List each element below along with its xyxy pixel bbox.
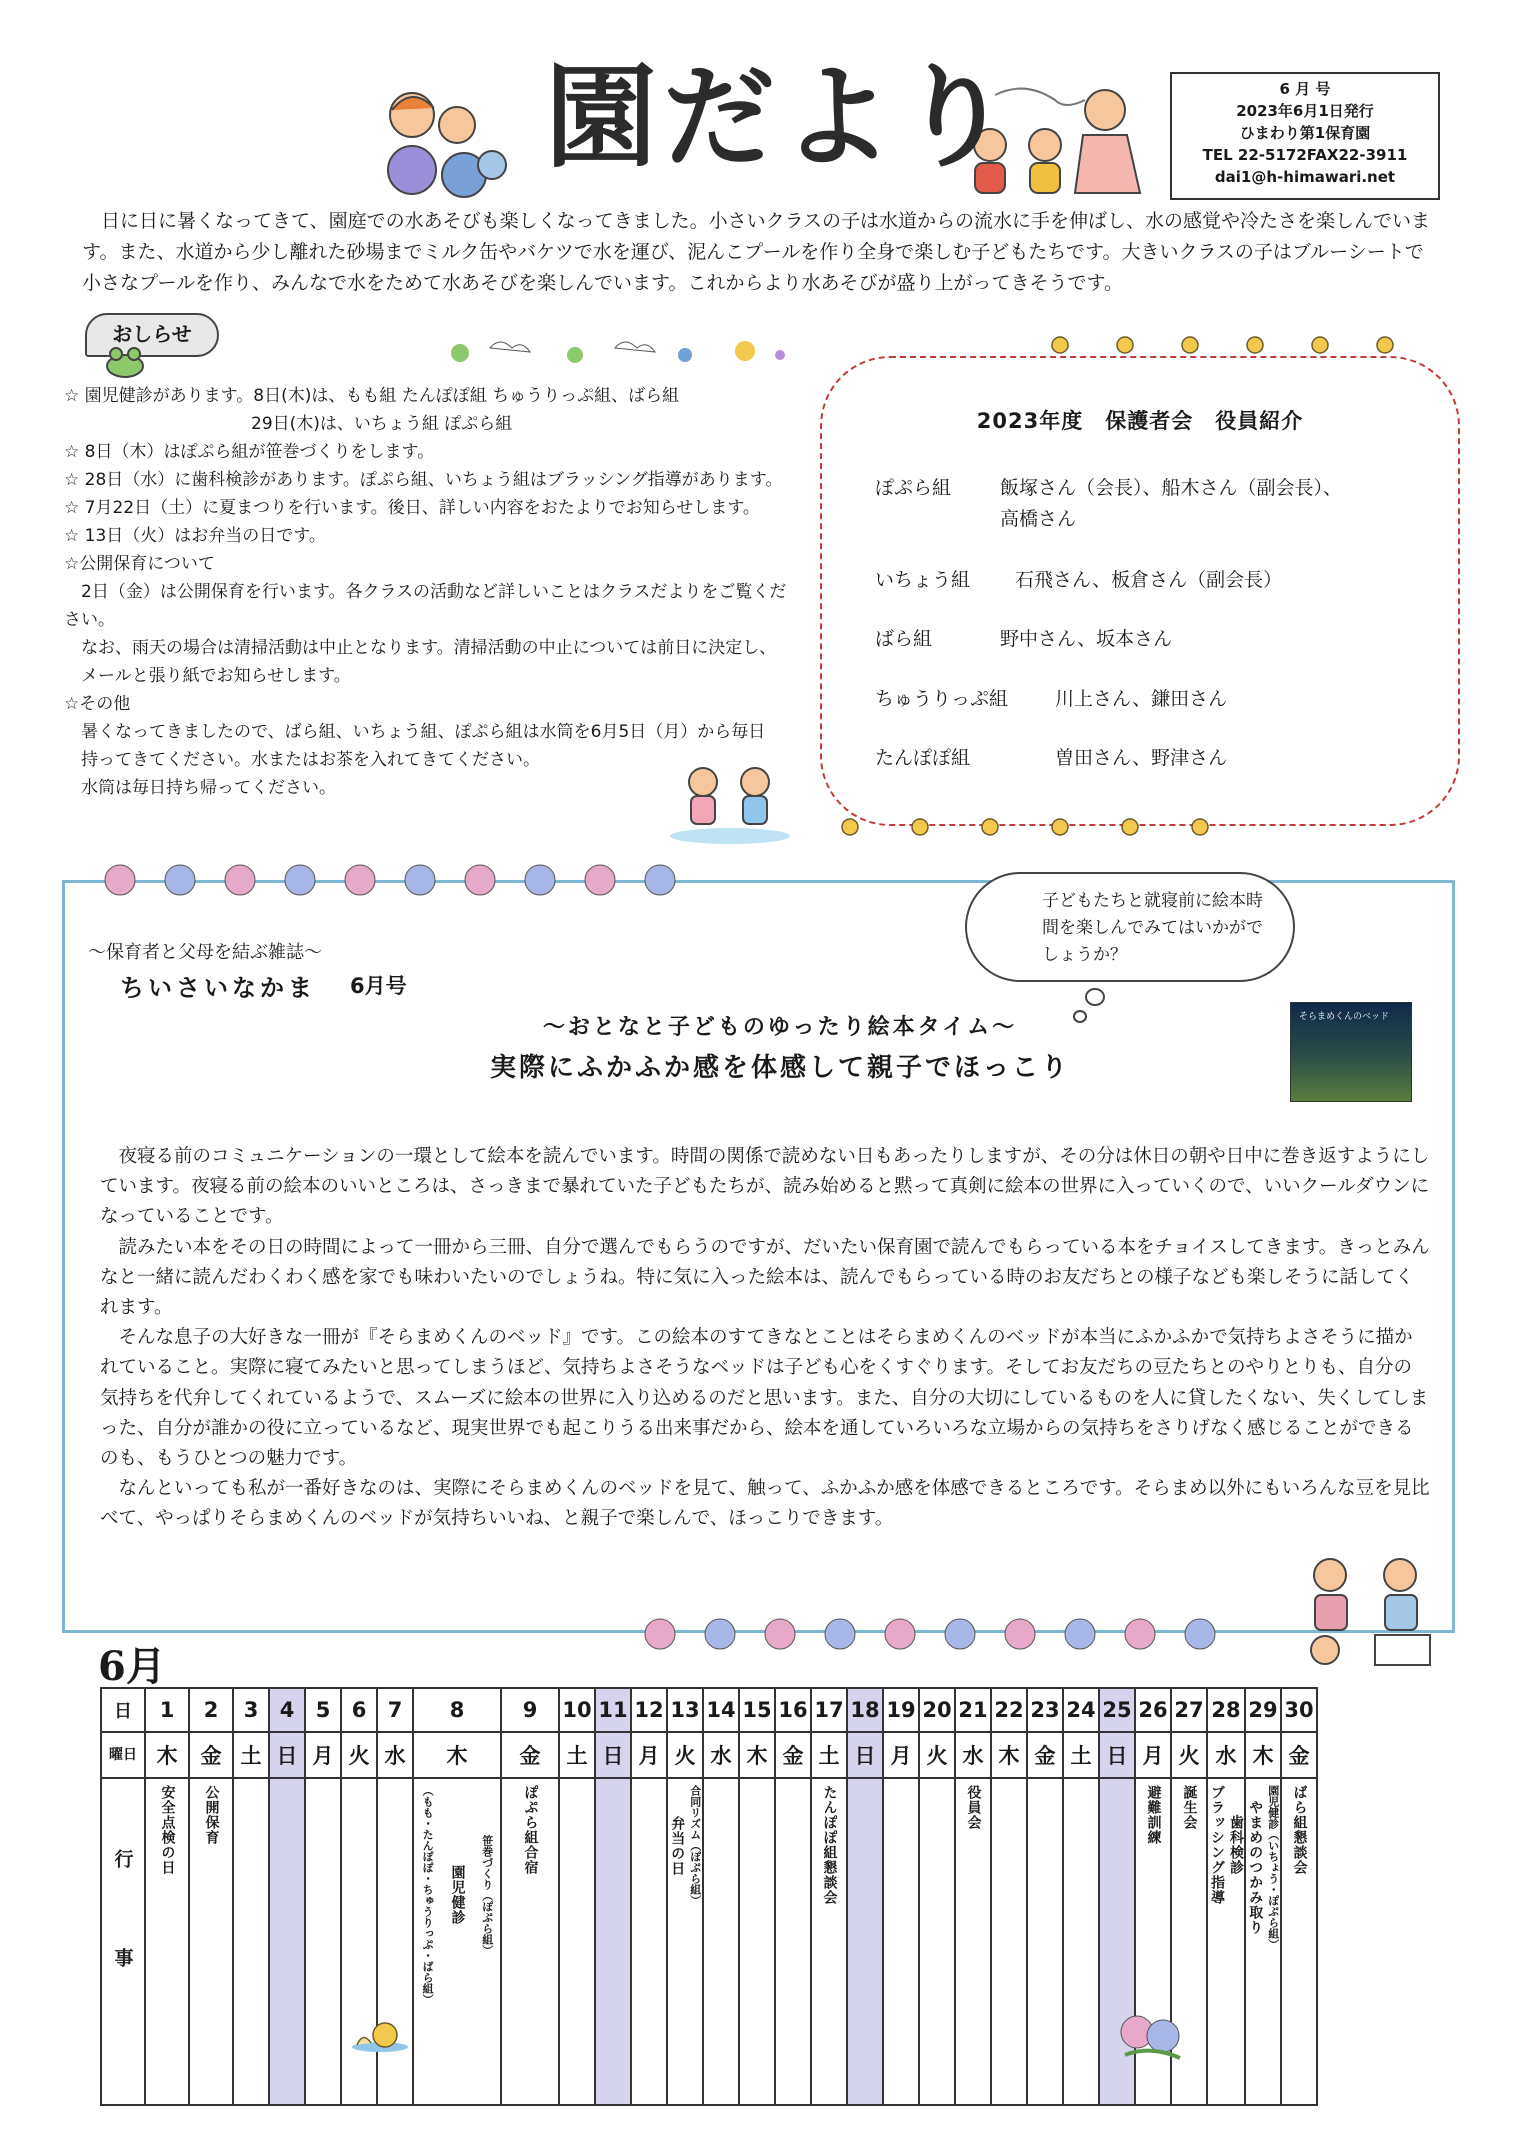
children-reading-illustration (1280, 1545, 1450, 1675)
calendar-weekday-cell: 月 (883, 1732, 919, 1778)
magazine-subtitle: ～保育者と父母を結ぶ雑誌～ (88, 942, 322, 963)
calendar-weekday-cell: 金 (775, 1732, 811, 1778)
calendar-date-cell: 24 (1063, 1688, 1099, 1732)
calendar-weekday-cell: 日 (847, 1732, 883, 1778)
calendar-date-cell: 4 (269, 1688, 305, 1732)
hydrangea-border-top (90, 858, 690, 902)
calendar-date-cell: 10 (559, 1688, 595, 1732)
calendar-weekday-cell: 土 (233, 1732, 269, 1778)
calendar-weekday-cell: 月 (305, 1732, 341, 1778)
officer-row-tanpopo (875, 743, 1227, 774)
children-hydrangea-illustration (372, 80, 522, 200)
calendar-weekday-cell: 月 (1135, 1732, 1171, 1778)
calendar-event-text: ブラッシング指導 (1209, 1785, 1225, 1905)
article-body (100, 1142, 1430, 1535)
officer-names: 飯塚さん（会長）、船木さん（副会長）、 (1000, 477, 1343, 499)
snail-border-bottom (820, 812, 1280, 842)
issue-number: 6 月 号 (1279, 80, 1331, 98)
calendar-weekday-cell: 土 (559, 1732, 595, 1778)
calendar-date-cell: 23 (1027, 1688, 1063, 1732)
frog-icon (100, 340, 150, 380)
calendar-date-cell: 18 (847, 1688, 883, 1732)
calendar-event-text: 園児健診（いちょう・ぽぷら組） (1266, 1785, 1280, 1950)
calendar-weekday-cell: 月 (631, 1732, 667, 1778)
officer-row-popura-cont: 高橋さん (1000, 508, 1077, 530)
article-paragraph: なんといっても私が一番好きなのは、実際にそらまめくんのベッドを見て、触って、ふかふか感を体感できるところです。そらまめ以外にもいろんな豆を見比べて、やっぱりそらまめくんのベッドが気持ちいいね、と親子で楽しんで、ほっこりできます。 (100, 1478, 1430, 1530)
calendar-event-text: 弁当の日 (669, 1815, 686, 1876)
bubble-dot (1085, 988, 1105, 1006)
calendar-weekday-cell: 日 (269, 1732, 305, 1778)
calendar-weekday-cell: 木 (413, 1732, 501, 1778)
calendar-weekday-cell: 火 (341, 1732, 377, 1778)
officer-names: 石飛さん、板倉さん（副会長） (1015, 569, 1283, 591)
calendar-event-text: 歯科検診 (1228, 1815, 1244, 1875)
issue-date: 2023年6月1日発行 (1236, 102, 1374, 120)
calendar-weekday-cell: 土 (811, 1732, 847, 1778)
calendar-event-cell (1063, 1778, 1099, 2105)
calendar-weekday-cell: 水 (703, 1732, 739, 1778)
notice-line: ☆その他 (64, 694, 131, 714)
calendar-event-cell (667, 1778, 703, 2105)
calendar-event-cell (189, 1778, 233, 2105)
calendar-event-cell (413, 1778, 501, 2105)
calendar-weekday-row (101, 1732, 1317, 1778)
weekday-label: 曜日 (101, 1732, 145, 1778)
calendar-event-cell (1281, 1778, 1317, 2105)
calendar-weekday-cell: 木 (1245, 1732, 1281, 1778)
intro-text: 日に日に暑くなってきて、園庭での水あそびも楽しくなってきました。小さいクラスの子は水道からの流水に手を伸ばし、水の感覚や冷たさを楽しんでいます。また、水道から少し離れた砂場までミルク缶やバケツで水を運び、泥んこプールを作り全身で楽しむ子どもたちです。大きいクラスの子はブルーシートで小さなプールを作り、みんなで水をためて水あそびを楽しんでいます。これからより水あそびが盛り上がってきそうです。 (82, 210, 1431, 294)
calendar-event-text: やまめのつかみ取り (1247, 1800, 1264, 1935)
article-paragraph: 夜寝る前のコミュニケーションの一環として絵本を読んでいます。時間の関係で読めない日もあったりしますが、その分は休日の朝や日中に巻き返すようにしています。夜寝る前の絵本のいいところは、さっきまで暴れていた子どもたちが、読み始めると黙って真剣に絵本の世界に入っていくので、いいクールダウンになっていることです。 (100, 1146, 1430, 1228)
calendar-date-cell: 30 (1281, 1688, 1317, 1732)
calendar-date-cell: 22 (991, 1688, 1027, 1732)
calendar-event-cell (269, 1778, 305, 2105)
officer-title: 2023年度 保護者会 役員紹介 (976, 409, 1304, 433)
notice-list (64, 382, 824, 802)
calendar-date-cell: 9 (501, 1688, 559, 1732)
calendar-weekday-cell: 日 (1099, 1732, 1135, 1778)
calendar-date-cell: 8 (413, 1688, 501, 1732)
magazine-issue: 6月号 (350, 974, 407, 998)
calendar-event-text: ばら組懇談会 (1291, 1785, 1308, 1875)
calendar-event-text: ぽぷら組合宿 (522, 1785, 539, 1875)
calendar-date-cell: 17 (811, 1688, 847, 1732)
calendar-event-cell (919, 1778, 955, 2105)
calendar-weekday-cell: 土 (1063, 1732, 1099, 1778)
article-headline: ～おとなと子どものゆったり絵本タイム～ (542, 1015, 1018, 1040)
officer-class: たんぽぽ組 (875, 747, 971, 769)
calendar-event-text: 誕生会 (1181, 1785, 1198, 1830)
calendar-event-cell (305, 1778, 341, 2105)
calendar-date-cell: 27 (1171, 1688, 1207, 1732)
calendar-event-text: 避難訓練 (1145, 1785, 1162, 1845)
notice-line: ☆公開保育について (64, 554, 215, 574)
kids-splashing-illustration (665, 760, 795, 845)
calendar-event-cell (341, 1778, 377, 2105)
calendar-event-cell (1245, 1778, 1281, 2105)
calendar-date-cell: 20 (919, 1688, 955, 1732)
events-label-cell (101, 1778, 145, 2105)
officer-row-bara (875, 624, 1172, 655)
calendar-event-cell (377, 1778, 413, 2105)
calendar-weekday-cell: 金 (1027, 1732, 1063, 1778)
officer-row-tulip (875, 684, 1227, 715)
calendar-event-cell (559, 1778, 595, 2105)
calendar-weekday-cell: 日 (595, 1732, 631, 1778)
officer-row-icho (875, 565, 1282, 596)
calendar-month: 6月 (98, 1643, 166, 1690)
notice-line: ☆ 8日（木）はぽぷら組が笹巻づくりをします。 (64, 442, 435, 462)
calendar-date-cell: 29 (1245, 1688, 1281, 1732)
book-cover-title: そらまめくんのベッド (1299, 1012, 1390, 1022)
calendar-weekday-cell: 金 (1281, 1732, 1317, 1778)
calendar-date-cell: 15 (739, 1688, 775, 1732)
calendar-event-cell (1027, 1778, 1063, 2105)
nursery-name: ひまわり第1保育園 (1239, 124, 1371, 142)
calendar-date-cell: 16 (775, 1688, 811, 1732)
notice-line: 2日（金）は公開保育を行います。各クラスの活動など詳しいことはクラスだよりをご覧くだ (64, 582, 787, 602)
calendar-weekday-cell: 木 (145, 1732, 189, 1778)
officer-names: 川上さん、鎌田さん (1055, 688, 1228, 710)
notice-line: 暑くなってきましたので、ばら組、いちょう組、ぽぷら組は水筒を6月5日（月）から毎日 (64, 722, 766, 742)
calendar-weekday-cell: 火 (919, 1732, 955, 1778)
calendar-event-text: 役員会 (965, 1785, 982, 1830)
notice-badge: おしらせ (85, 313, 219, 357)
article-subheadline: 実際にふかふか感を体感して親子でほっこり (489, 1053, 1070, 1083)
calendar-event-cell (883, 1778, 919, 2105)
events-label: 行事 (111, 1849, 134, 2047)
calendar-event-cell (703, 1778, 739, 2105)
calendar-weekday-cell: 火 (667, 1732, 703, 1778)
calendar-weekday-cell: 水 (1207, 1732, 1245, 1778)
officer-names: 野中さん、坂本さん (1000, 628, 1173, 650)
snail-decoration (345, 2015, 415, 2055)
calendar-weekday-cell: 火 (1171, 1732, 1207, 1778)
notice-line: なお、雨天の場合は清掃活動は中止となります。清掃活動の中止については前日に決定し、 (64, 638, 777, 658)
calendar-event-cell (811, 1778, 847, 2105)
calendar-date-cell: 7 (377, 1688, 413, 1732)
hydrangea-border-bottom (630, 1612, 1230, 1656)
calendar-event-text: 笹巻づくり（ぽぷら組） (480, 1834, 494, 1956)
officer-class: ぽぷら組 (875, 477, 952, 499)
email-address: dai1@h-himawari.net (1214, 168, 1396, 186)
thought-bubble: 子どもたちと就寝前に絵本時間を楽しんでみてはいかがでしょうか？ (965, 872, 1295, 982)
officer-class: ばら組 (875, 628, 933, 650)
notice-line: メールと張り紙でお知らせします。 (64, 666, 351, 686)
notice-line: ☆ 7月22日（土）に夏まつりを行います。後日、詳しい内容をおたよりでお知らせします。 (64, 498, 760, 518)
calendar-event-text: 園児健診 (449, 1865, 466, 1925)
calendar-date-cell: 12 (631, 1688, 667, 1732)
calendar-event-text: 合同リズム（ぽぷら組） (688, 1785, 702, 1906)
officer-row-popura (875, 473, 1342, 504)
calendar-date-cell: 11 (595, 1688, 631, 1732)
calendar-event-cell (739, 1778, 775, 2105)
notice-line: 持ってきてください。水またはお茶を入れてきてください。 (64, 750, 540, 770)
calendar-date-cell: 5 (305, 1688, 341, 1732)
calendar-event-text: 公開保育 (203, 1785, 220, 1845)
calendar-weekday-cell: 水 (377, 1732, 413, 1778)
page-title: 園だより (545, 52, 1017, 183)
date-label: 日 (101, 1688, 145, 1732)
officer-class: いちょう組 (875, 569, 971, 591)
calendar-date-cell: 1 (145, 1688, 189, 1732)
notice-line: ☆ 13日（火）はお弁当の日です。 (64, 526, 326, 546)
calendar-event-cell (501, 1778, 559, 2105)
calendar-date-cell: 2 (189, 1688, 233, 1732)
calendar-date-cell: 13 (667, 1688, 703, 1732)
calendar-date-cell: 19 (883, 1688, 919, 1732)
calendar-date-cell: 6 (341, 1688, 377, 1732)
calendar-weekday-cell: 木 (739, 1732, 775, 1778)
issue-info-box (1170, 72, 1440, 200)
calendar-date-cell: 28 (1207, 1688, 1245, 1732)
calendar-event-text: （もも・たんぽぽ・ちゅうりっぷ・ばら組） (421, 1785, 435, 2005)
calendar-weekday-cell: 金 (501, 1732, 559, 1778)
phone-fax: TEL 22-5172FAX22-3911 (1202, 146, 1408, 164)
calendar-weekday-cell: 木 (991, 1732, 1027, 1778)
calendar-event-text: たんぽぽ組懇談会 (821, 1785, 838, 1905)
calendar-event-cell (1207, 1778, 1245, 2105)
calendar-date-cell: 3 (233, 1688, 269, 1732)
calendar-weekday-cell: 水 (955, 1732, 991, 1778)
notice-line: ☆ 園児健診があります。8日(木)は、もも組 たんぽぽ組 ちゅうりっぷ組、ばら組 (64, 386, 680, 406)
article-paragraph: そんな息子の大好きな一冊が『そらまめくんのベッド』です。この絵本のすてきなとことはそらまめくんのベッドが本当にふかふかで気持ちよさそうに描かれていること。実際に寝てみたいと思ってしまうほど、気持ちよさそうなベッドは子ども心をくすぐります。そしてお友だちの豆たちとのやりとりも、自分の気持ちを代弁してくれているようで、スムーズに絵本の世界に入り込めるのだと思います。また、自分の大切にしているものを人に貸したくない、失くしてしまった、自分が誰かの役に立っているなど、現実世界でも起こりうる出来事だから、絵本を通していろいろな立場からの気持ちをさりげなく感じることができるのも、もうひとつの魅力です。 (100, 1327, 1429, 1470)
calendar-date-cell: 25 (1099, 1688, 1135, 1732)
notice-line: ☆ 28日（水）に歯科検診があります。ぽぷら組、いちょう組はブラッシング指導があります。 (64, 470, 783, 490)
calendar-event-cell (145, 1778, 189, 2105)
calendar-date-cell: 21 (955, 1688, 991, 1732)
officer-names: 曽田さん、野津さん (1055, 747, 1228, 769)
calendar-event-cell (991, 1778, 1027, 2105)
notice-line: 29日(木)は、いちょう組 ぽぷら組 (64, 414, 513, 434)
calendar-event-cell (233, 1778, 269, 2105)
notice-line: さい。 (64, 610, 115, 630)
calendar-date-row (101, 1688, 1317, 1732)
calendar-weekday-cell: 金 (189, 1732, 233, 1778)
calendar-event-cell (595, 1778, 631, 2105)
calendar-event-cell (955, 1778, 991, 2105)
officer-class: ちゅうりっぷ組 (875, 688, 1009, 710)
magazine-title: ちいさいなかま (120, 974, 316, 1002)
calendar-date-cell: 14 (703, 1688, 739, 1732)
hydrangea-flower-decoration (1115, 2010, 1190, 2065)
rain-frog-decoration (445, 333, 795, 373)
article-paragraph: 読みたい本をその日の時間によって一冊から三冊、自分で選んでもらうのですが、だいたい保育園で読んでもらっている本をチョイスしてきます。きっとみんなと一緒に読んだわくわく感を家でも味わいたいのでしょうね。特に気に入った絵本は、読んでもらっている時のお友だちとの様子なども楽しそうに話してくれます。 (100, 1236, 1430, 1319)
book-cover-image (1290, 1002, 1412, 1102)
calendar-event-cell (775, 1778, 811, 2105)
calendar-date-cell: 26 (1135, 1688, 1171, 1732)
notice-line: 水筒は毎日持ち帰ってください。 (64, 778, 336, 798)
calendar-event-text: 安全点検の日 (159, 1785, 176, 1875)
calendar-event-cell (631, 1778, 667, 2105)
calendar-event-cell (847, 1778, 883, 2105)
